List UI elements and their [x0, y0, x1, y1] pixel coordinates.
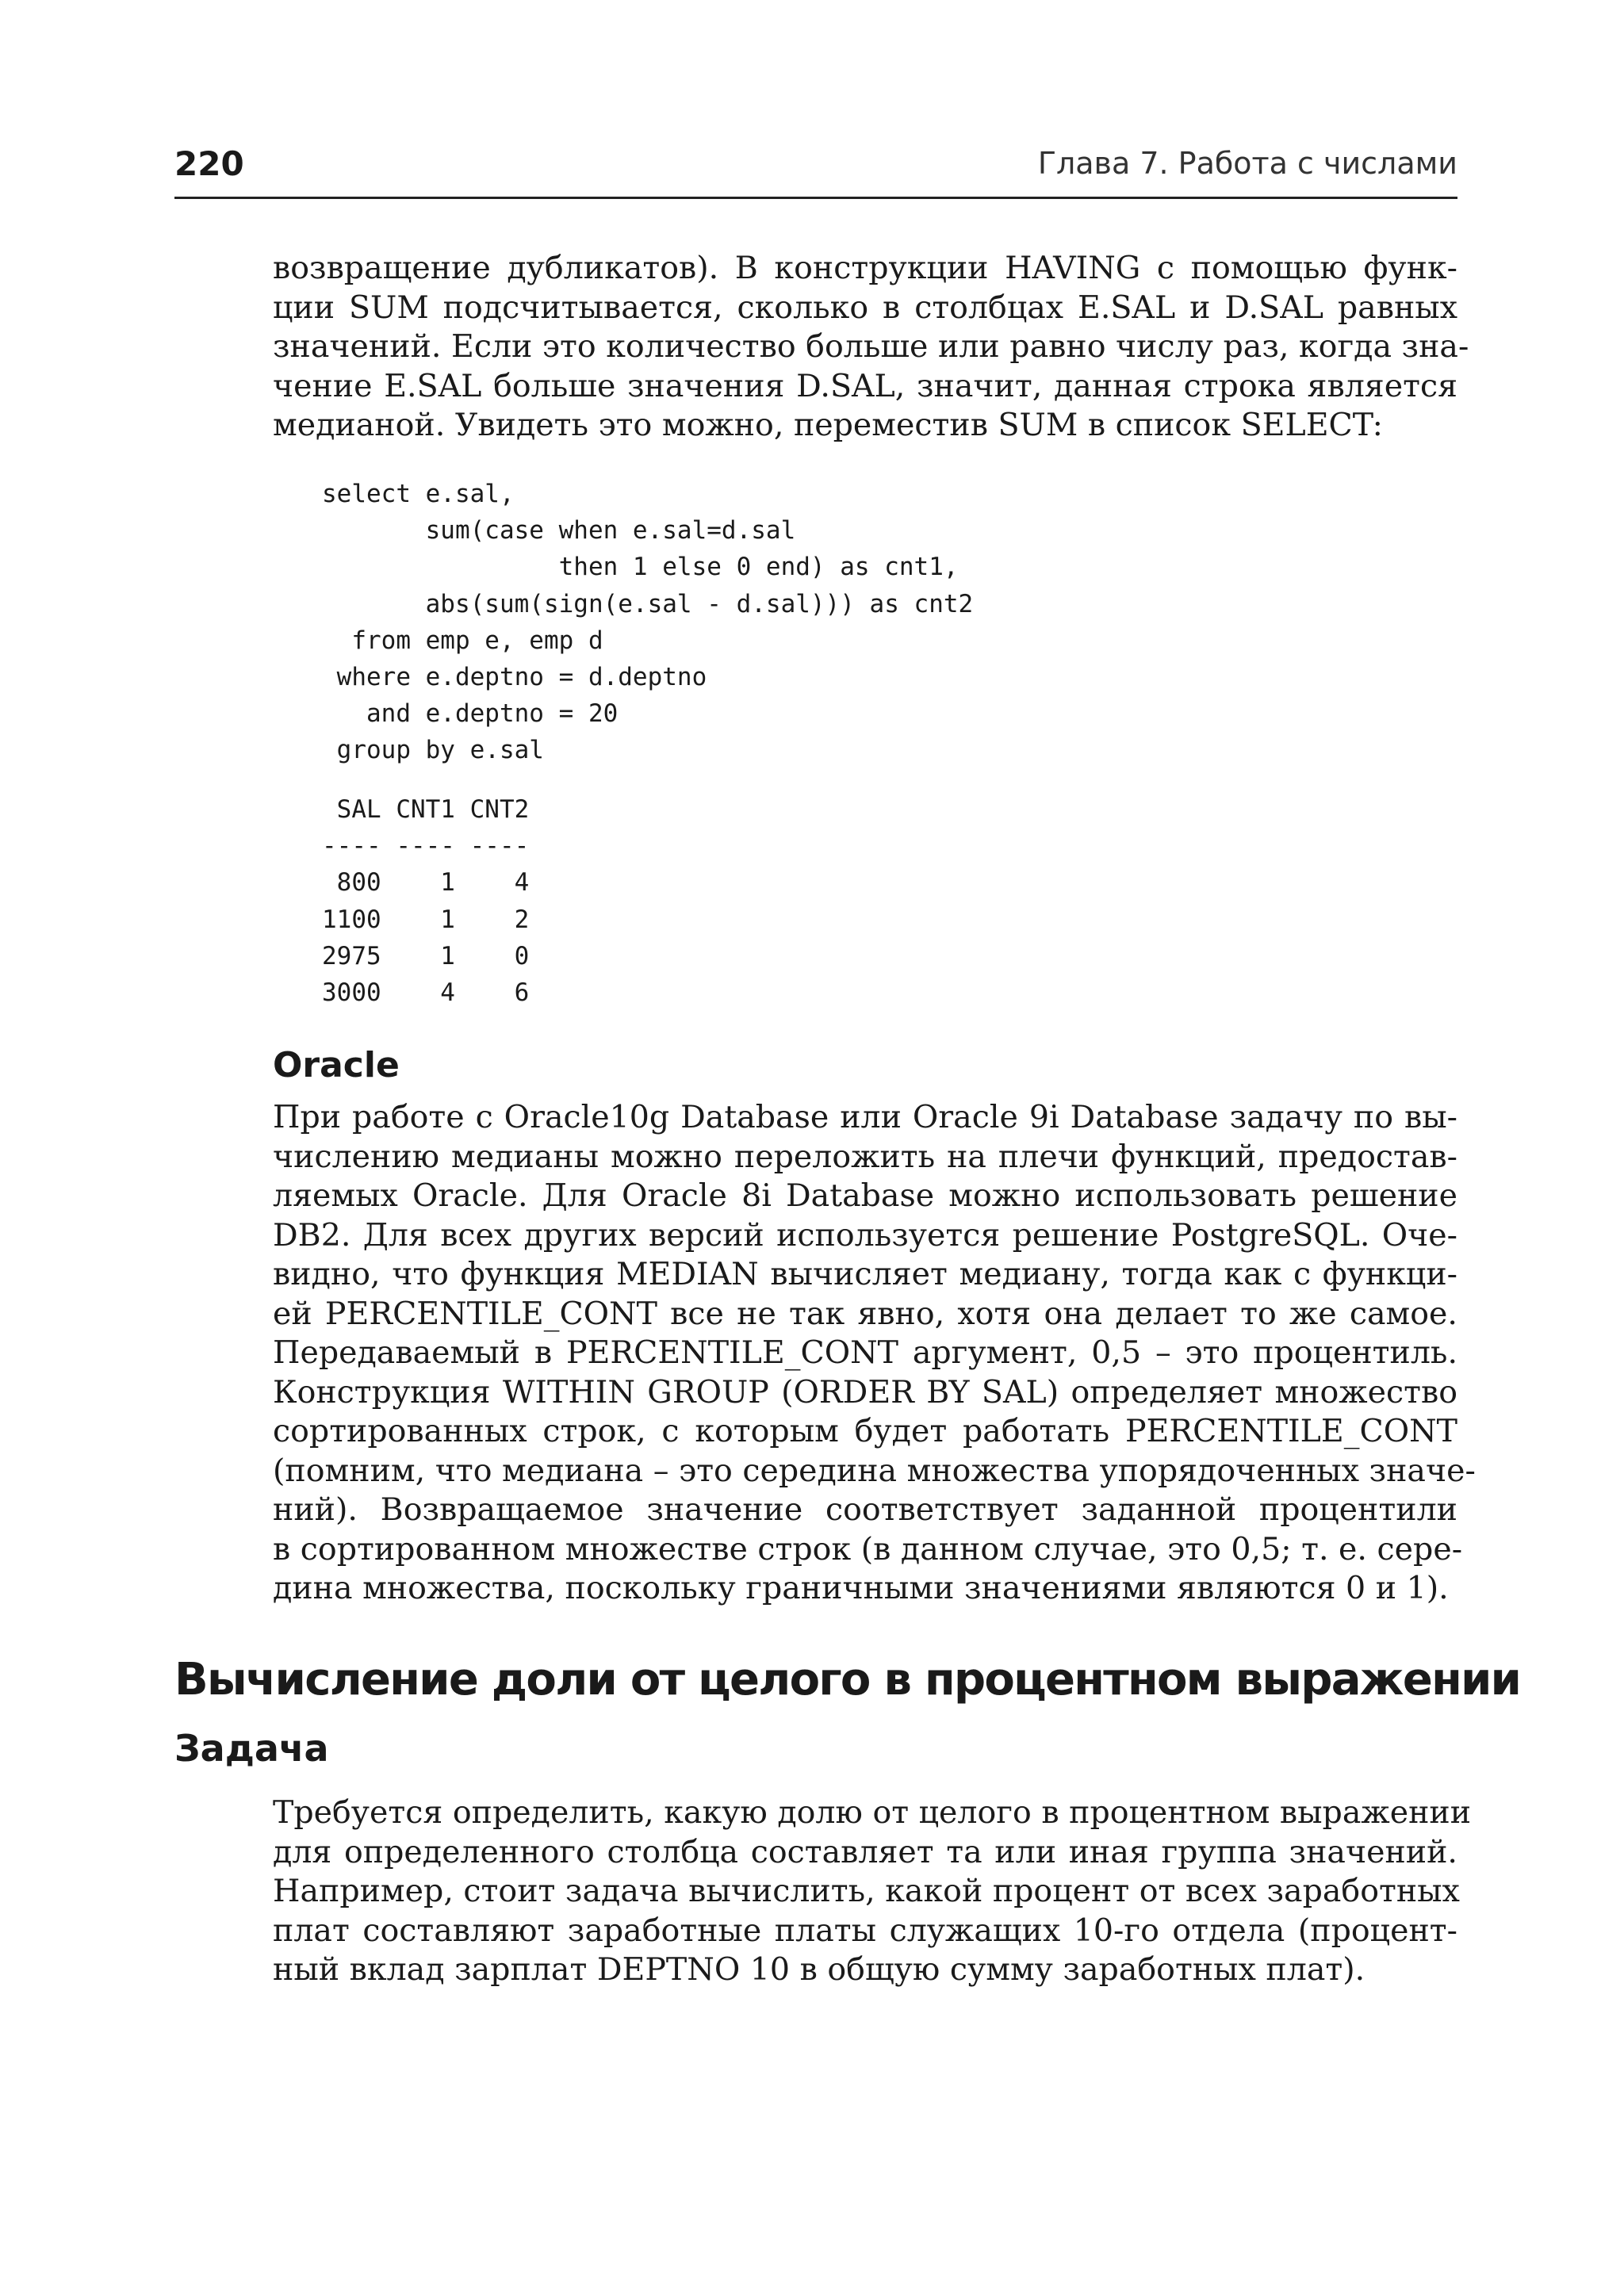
text-line: медианой. Увидеть это можно, переместив SUM в список SELECT: — [273, 407, 1383, 443]
text-line: ный вклад зарплат DEPTNO 10 в общую сумму заработных плат). — [273, 1951, 1365, 1988]
text-line: Требуется определить, какую долю от целого в процентном выражении — [273, 1794, 1472, 1831]
running-header — [174, 144, 1457, 190]
text-line: дина множества, поскольку граничными значениями являются 0 и 1). — [273, 1570, 1449, 1606]
text-line: Конструкция WITHIN GROUP (ORDER BY SAL) определяет множество — [273, 1373, 1457, 1411]
oracle-heading: Oracle — [273, 1045, 400, 1085]
text-line: Передаваемый в PERCENTILE_CONT аргумент, 0,5 – это процентиль. — [273, 1334, 1457, 1371]
task-paragraph — [273, 1793, 1472, 1990]
section-title: Вычисление доли от целого в процентном выражении — [174, 1654, 1521, 1705]
text-line: ний). Возвращаемое значение соответствует заданной процентили — [273, 1491, 1457, 1528]
text-line: чение E.SAL больше значения D.SAL, значит, данная строка является — [273, 367, 1457, 404]
intro-paragraph — [273, 249, 1469, 446]
sql-query-code: select e.sal, sum(case when e.sal=d.sal then 1 else 0 end) as cnt1, abs(sum(sign(e.sal - d.sal))) as cnt2 from emp e, emp d where e.deptno = d.deptno and e.deptno = 20 group by e.sal — [322, 480, 974, 765]
text-line: числению медианы можно переложить на плечи функций, предостав- — [273, 1138, 1457, 1175]
query-result-table: SAL CNT1 CNT2 ---- ---- ---- 800 1 4 1100 1 2 2975 1 0 3000 4 6 — [322, 795, 530, 1008]
text-line: значений. Если это количество больше или равно числу раз, когда зна- — [273, 328, 1469, 365]
oracle-paragraph — [273, 1098, 1476, 1609]
text-line: ции SUM подсчитывается, сколько в столбцах E.SAL и D.SAL равных — [273, 289, 1457, 326]
task-heading: Задача — [174, 1727, 329, 1770]
text-line: ей PERCENTILE_CONT все не так явно, хотя она делает то же самое. — [273, 1295, 1457, 1332]
text-line: ляемых Oracle. Для Oracle 8i Database можно использовать решение — [273, 1177, 1457, 1214]
text-line: При работе с Oracle10g Database или Oracle 9i Database задачу по вы- — [273, 1099, 1457, 1135]
text-line: возвращение дубликатов). В конструкции HAVING с помощью функ- — [273, 250, 1457, 286]
page-number: 220 — [174, 144, 244, 183]
text-line: видно, что функция MEDIAN вычисляет медиану, тогда как с функци- — [273, 1256, 1457, 1292]
text-line: сортированных строк, с которым будет работать PERCENTILE_CONT — [273, 1413, 1457, 1449]
text-line: DB2. Для всех других версий используется решение PostgreSQL. Оче- — [273, 1216, 1457, 1254]
text-line: (помним, что медиана – это середина множества упорядоченных значе- — [273, 1452, 1476, 1489]
text-line: плат составляют заработные платы служащих 10-го отдела (процент- — [273, 1912, 1457, 1949]
text-line: для определенного столбца составляет та или иная группа значений. — [273, 1833, 1457, 1870]
text-line: Например, стоит задача вычислить, какой процент от всех заработных — [273, 1873, 1460, 1909]
chapter-title: Глава 7. Работа с числами — [1037, 146, 1457, 181]
text-line: в сортированном множестве строк (в данном случае, это 0,5; т. е. сере- — [273, 1530, 1463, 1568]
header-rule — [174, 197, 1457, 199]
